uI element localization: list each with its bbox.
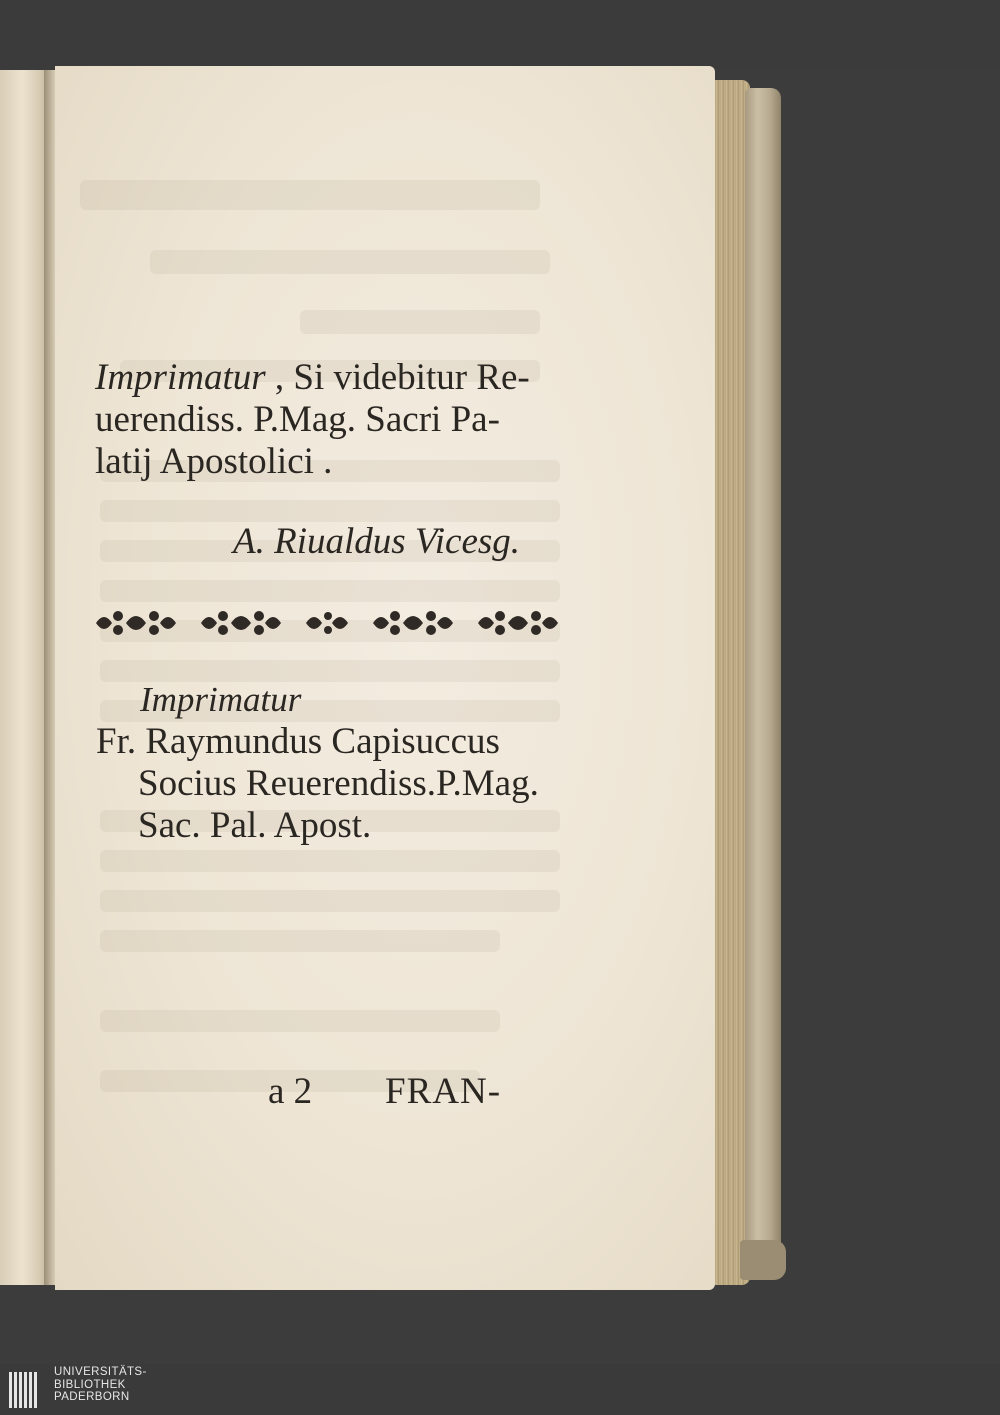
printers-ornament-band bbox=[92, 603, 562, 643]
backdrop bbox=[0, 0, 1000, 70]
footer-bar bbox=[0, 1364, 1000, 1415]
fleuron-icon bbox=[474, 606, 562, 640]
library-logo-text bbox=[54, 1366, 147, 1404]
logo-line-2: BIBLIOTHEK bbox=[54, 1378, 126, 1391]
imprimatur-label: Imprimatur bbox=[95, 357, 266, 398]
signatory-riualdus: A. Riualdus Vicesg. bbox=[233, 521, 521, 562]
text-line-raymundus: Fr. Raymundus Capisuccus bbox=[96, 721, 500, 762]
fleuron-icon bbox=[369, 606, 457, 640]
fleuron-icon bbox=[197, 606, 285, 640]
text-line-3: latij Apostolici . bbox=[95, 441, 333, 482]
signature-mark: a 2 bbox=[268, 1071, 313, 1112]
text-line-1 bbox=[95, 356, 530, 399]
text-line-2: uerendiss. P.Mag. Sacri Pa- bbox=[95, 399, 500, 440]
text-line-sac-pal: Sac. Pal. Apost. bbox=[138, 805, 372, 846]
logo-line-1: UNIVERSITÄTS- bbox=[54, 1366, 147, 1378]
fleuron-icon bbox=[302, 606, 352, 640]
imprimatur-heading-2: Imprimatur bbox=[140, 680, 302, 719]
text-line-1-rest: , Si videbitur Re- bbox=[265, 357, 530, 398]
vellum-cover-edge bbox=[745, 88, 781, 1270]
cover-corner bbox=[740, 1240, 786, 1280]
page-edges bbox=[710, 80, 750, 1285]
bleed-through-shadow bbox=[60, 170, 700, 1150]
fleuron-icon bbox=[92, 606, 180, 640]
text-line-socius: Socius Reuerendiss.P.Mag. bbox=[138, 763, 539, 804]
library-logo-icon bbox=[8, 1370, 46, 1410]
logo-line-3: PADERBORN bbox=[54, 1391, 130, 1403]
catchword: FRAN- bbox=[385, 1071, 502, 1112]
